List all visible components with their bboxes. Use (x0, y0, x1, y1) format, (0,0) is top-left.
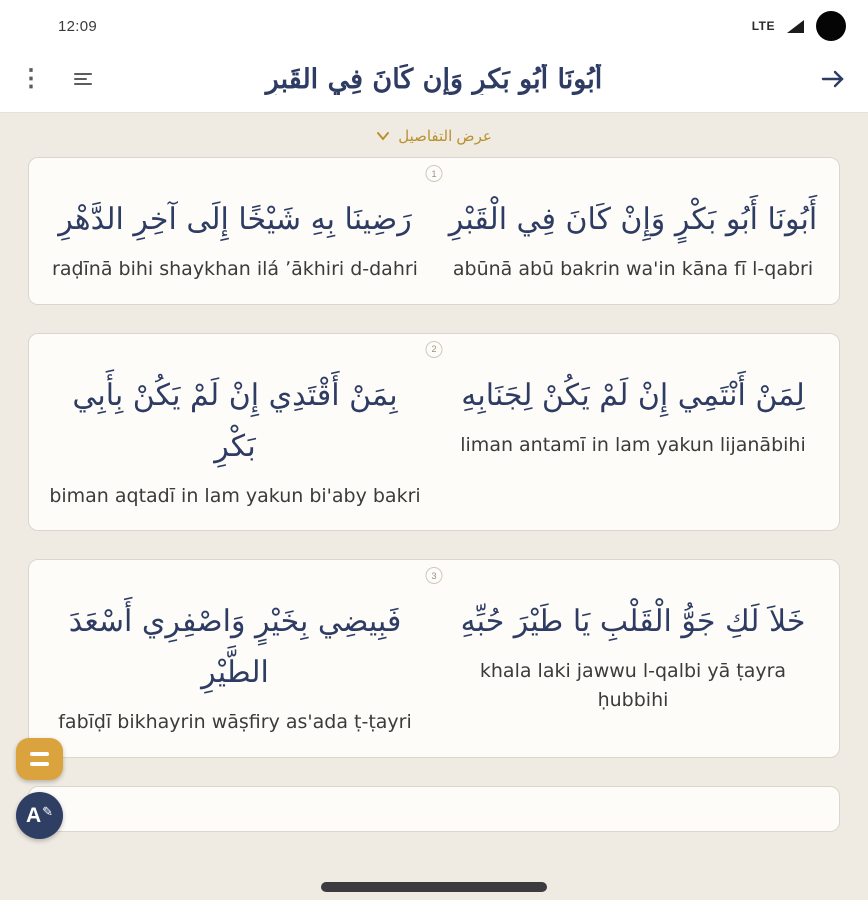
clock: 12:09 (58, 17, 98, 35)
overflow-menu-button[interactable] (12, 60, 50, 98)
verse-card[interactable] (28, 559, 840, 758)
menu-fab-button[interactable] (16, 738, 63, 780)
verse-card-partial[interactable] (25, 786, 840, 832)
verse-list-button[interactable] (64, 60, 102, 98)
second-hemistich (49, 370, 421, 511)
first-hemistich (447, 596, 819, 737)
arabic-text: أَبُونَا أَبُو بَكْرٍ وَإِنْ كَانَ فِي الْقَبْرِ (448, 202, 818, 237)
verse-row (49, 596, 819, 737)
verse-card[interactable] (28, 333, 840, 532)
signal-strength-icon (787, 20, 804, 33)
arrow-right-icon (819, 65, 847, 93)
header-left-actions (12, 60, 102, 98)
transliteration-text: raḍīnā bihi shaykhan ilá ʼākhiri d-dahri (52, 258, 418, 280)
first-hemistich (447, 370, 819, 511)
pencil-icon: ✎ (42, 803, 54, 819)
verse-number-badge: 1 (426, 165, 443, 182)
second-hemistich (49, 194, 421, 284)
transliteration-text: fabīḍī bikhayrin wāṣfiry as'ada ṭ-ṭayri (58, 711, 412, 733)
battery-circle-icon (816, 11, 846, 41)
arabic-text: بِمَنْ أَقْتَدِي إِنْ لَمْ يَكُنْ بِأَبِي بَكْرِ (72, 377, 398, 464)
arabic-text: فَبِيضِي بِخَيْرٍ وَاصْفِرِي أَسْعَدَ الطَّيْرِ (68, 604, 402, 690)
transliteration-text: liman antamī in lam yakun lijanābihi (460, 433, 806, 456)
transliteration-text: khala laki jawwu l-qalbi yā ṭayra ḥubbihi (479, 660, 787, 711)
transliteration-text: abūnā abū bakrin wa'in kāna fī l-qabri (452, 258, 814, 280)
status-bar (0, 0, 868, 46)
network-type-label: LTE (751, 19, 775, 33)
font-letter: A (25, 803, 42, 827)
arabic-text: لِمَنْ أَنْتَمِي إِنْ لَمْ يَكُنْ لِجَنَابِهِ (461, 377, 805, 413)
verse-number-badge: 2 (426, 341, 443, 358)
first-hemistich (447, 194, 819, 284)
status-icons (752, 11, 846, 41)
verse-list (0, 149, 868, 832)
show-details-toggle[interactable] (0, 112, 868, 149)
verse-card[interactable] (28, 157, 840, 305)
font-settings-fab-button[interactable] (16, 792, 63, 839)
back-button[interactable] (814, 60, 852, 98)
header-right-actions (814, 60, 852, 98)
verse-number-badge: 3 (426, 567, 443, 584)
second-hemistich (49, 596, 421, 737)
page-title: أَبُونَا أَبُو بَكرٍ وَإِن كَانَ فِي القَبرِ (265, 63, 603, 95)
show-details-label: عرض التفاصيل (398, 128, 492, 145)
arabic-text: رَضِينَا بِهِ شَيْخًا إِلَى آخِرِ الدَّهْرِ (58, 202, 412, 237)
arabic-text: خَلاَ لَكِ جَوُّ الْقَلْبِ يَا طَيْرَ حُبِّهِ (460, 604, 806, 639)
chevron-down-icon (376, 131, 390, 141)
kebab-icon: ⋮ (19, 65, 43, 92)
list-icon (72, 68, 94, 90)
navigation-gesture-bar[interactable] (321, 882, 547, 892)
transliteration-text: biman aqtadī in lam yakun bi'aby bakri (49, 484, 421, 507)
verse-row (49, 194, 819, 284)
verse-row (49, 370, 819, 511)
menu-icon (30, 752, 49, 756)
menu-icon (30, 762, 49, 766)
app-header (0, 46, 868, 112)
floating-buttons (16, 738, 63, 839)
